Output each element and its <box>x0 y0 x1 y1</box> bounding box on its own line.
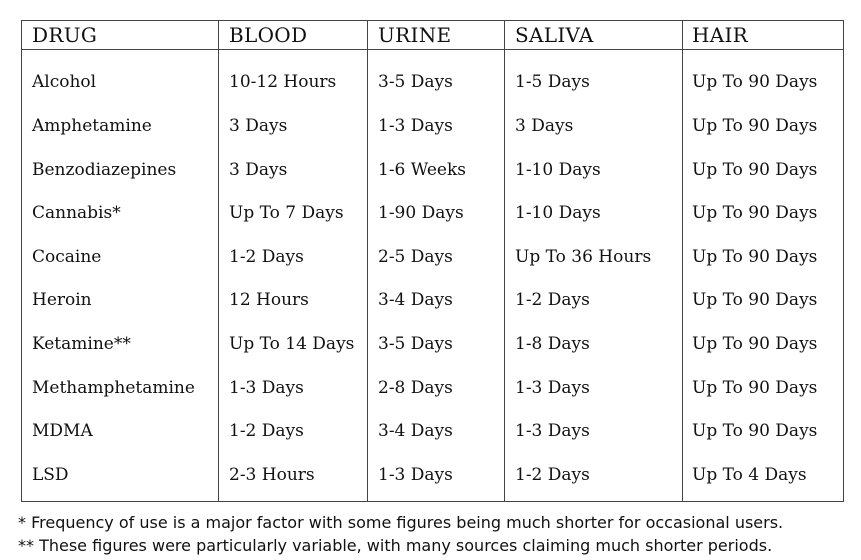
drug-name: Methamphetamine <box>32 378 195 398</box>
table-row <box>22 375 843 401</box>
blood-value: 1-2 Days <box>229 247 304 267</box>
table-row <box>22 331 843 357</box>
urine-value: 2-5 Days <box>378 247 453 267</box>
header-divider <box>22 49 843 50</box>
drug-name: Heroin <box>32 290 92 310</box>
urine-value: 3-4 Days <box>378 290 453 310</box>
saliva-value: 1-3 Days <box>515 421 590 441</box>
drug-name: Benzodiazepines <box>32 160 177 180</box>
blood-value: 1-2 Days <box>229 421 304 441</box>
drug-name: MDMA <box>32 421 93 441</box>
header-hair: HAIR <box>692 23 749 47</box>
saliva-value: 1-3 Days <box>515 378 590 398</box>
footnote-frequency: * Frequency of use is a major factor with some figures being much shorter for occasional users. <box>18 513 784 532</box>
urine-value: 3-4 Days <box>378 421 453 441</box>
drug-name: Alcohol <box>32 72 97 92</box>
urine-value: 1-3 Days <box>378 465 453 485</box>
saliva-value: 1-10 Days <box>515 160 601 180</box>
saliva-value: Up To 36 Hours <box>515 247 652 267</box>
blood-value: 12 Hours <box>229 290 309 310</box>
blood-value: 3 Days <box>229 116 288 136</box>
drug-name: LSD <box>32 465 69 485</box>
drug-name: Ketamine** <box>32 334 131 354</box>
saliva-value: 1-2 Days <box>515 465 590 485</box>
hair-value: Up To 90 Days <box>692 378 818 398</box>
table-row <box>22 113 843 139</box>
hair-value: Up To 90 Days <box>692 203 818 223</box>
urine-value: 1-3 Days <box>378 116 453 136</box>
table-row <box>22 244 843 270</box>
blood-value: 3 Days <box>229 160 288 180</box>
saliva-value: 1-2 Days <box>515 290 590 310</box>
blood-value: Up To 14 Days <box>229 334 355 354</box>
urine-value: 3-5 Days <box>378 334 453 354</box>
hair-value: Up To 90 Days <box>692 72 818 92</box>
table-row <box>22 462 843 488</box>
blood-value: 10-12 Hours <box>229 72 337 92</box>
hair-value: Up To 4 Days <box>692 465 807 485</box>
hair-value: Up To 90 Days <box>692 290 818 310</box>
saliva-value: 1-10 Days <box>515 203 601 223</box>
header-saliva: SALIVA <box>515 23 594 47</box>
hair-value: Up To 90 Days <box>692 160 818 180</box>
urine-value: 3-5 Days <box>378 72 453 92</box>
hair-value: Up To 90 Days <box>692 334 818 354</box>
drug-name: Amphetamine <box>32 116 152 136</box>
urine-value: 1-6 Weeks <box>378 160 467 180</box>
saliva-value: 3 Days <box>515 116 574 136</box>
table-row <box>22 157 843 183</box>
detection-times-table <box>21 20 844 502</box>
table-row <box>22 200 843 226</box>
header-blood: BLOOD <box>229 23 308 47</box>
header-drug: DRUG <box>32 23 98 47</box>
header-urine: URINE <box>378 23 452 47</box>
table-row <box>22 69 843 95</box>
blood-value: 1-3 Days <box>229 378 304 398</box>
hair-value: Up To 90 Days <box>692 116 818 136</box>
table-row <box>22 418 843 444</box>
drug-name: Cannabis* <box>32 203 121 223</box>
saliva-value: 1-5 Days <box>515 72 590 92</box>
urine-value: 2-8 Days <box>378 378 453 398</box>
blood-value: Up To 7 Days <box>229 203 344 223</box>
blood-value: 2-3 Hours <box>229 465 315 485</box>
table-row <box>22 287 843 313</box>
urine-value: 1-90 Days <box>378 203 464 223</box>
drug-name: Cocaine <box>32 247 102 267</box>
hair-value: Up To 90 Days <box>692 421 818 441</box>
saliva-value: 1-8 Days <box>515 334 590 354</box>
footnote-variability: ** These figures were particularly variable, with many sources claiming much shorter periods. <box>18 536 773 555</box>
hair-value: Up To 90 Days <box>692 247 818 267</box>
